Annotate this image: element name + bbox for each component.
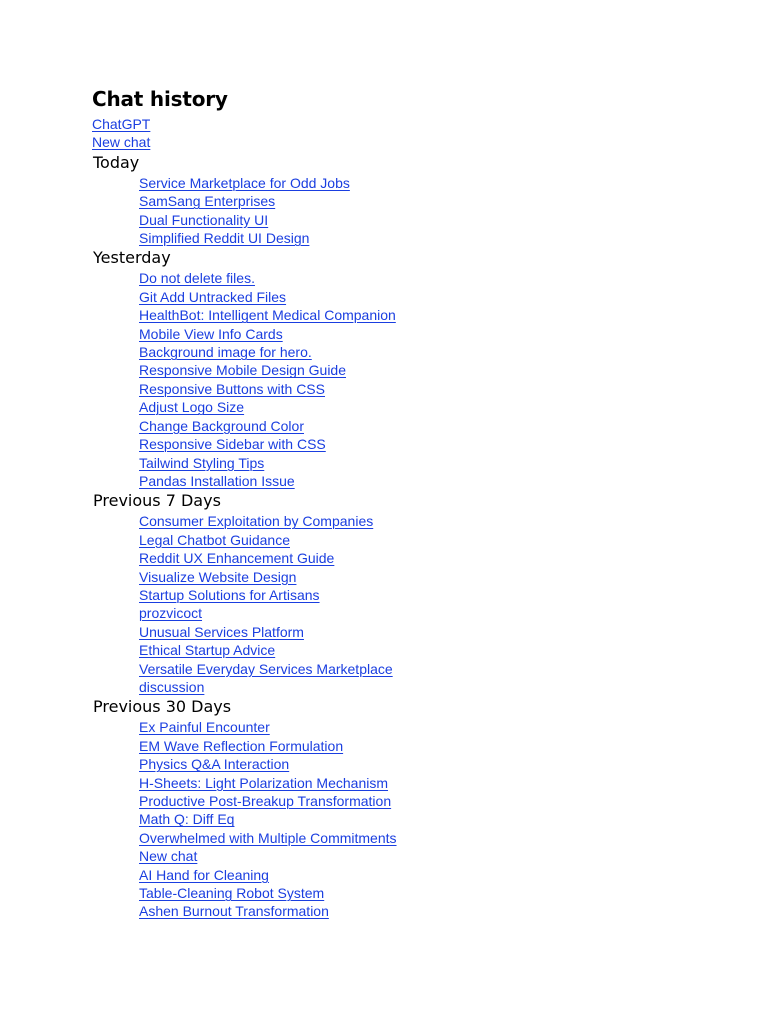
chat-list-yesterday [92, 269, 692, 490]
list-item [139, 512, 692, 530]
chat-link[interactable]: Responsive Sidebar with CSS [139, 436, 326, 453]
list-item [139, 343, 692, 361]
chat-link[interactable]: Change Background Color [139, 417, 304, 434]
list-item [139, 549, 692, 567]
chat-link[interactable]: Git Add Untracked Files [139, 288, 287, 305]
section-today [92, 153, 692, 248]
chat-link[interactable]: H-Sheets: Light Polarization Mechanism [139, 774, 389, 791]
list-item [139, 306, 692, 324]
list-item [139, 586, 692, 604]
list-item [139, 866, 692, 884]
chat-link[interactable]: Unusual Services Platform [139, 623, 304, 640]
chat-link[interactable]: Service Marketplace for Odd Jobs [139, 174, 350, 191]
section-previous-30-days [92, 697, 692, 920]
list-item [139, 847, 692, 865]
chat-link[interactable]: SamSang Enterprises [139, 193, 276, 210]
list-item [139, 361, 692, 379]
chat-link[interactable]: Physics Q&A Interaction [139, 756, 290, 773]
list-item [139, 810, 692, 828]
chat-link[interactable]: HealthBot: Intelligent Medical Companion [139, 307, 396, 324]
section-heading-today: Today [93, 152, 140, 172]
chat-link[interactable]: Background image for hero. [139, 344, 312, 361]
chat-link[interactable]: Ethical Startup Advice [139, 642, 276, 659]
list-item [139, 737, 692, 755]
chat-link[interactable]: Ashen Burnout Transformation [139, 903, 329, 920]
chat-list-previous-7-days [92, 512, 692, 696]
list-item [139, 902, 692, 920]
chatgpt-link[interactable]: ChatGPT [92, 116, 151, 132]
chat-list-today [92, 174, 692, 248]
chat-link[interactable]: Responsive Buttons with CSS [139, 380, 325, 397]
chat-link[interactable]: Versatile Everyday Services Marketplace discussion [139, 660, 393, 695]
chat-link[interactable]: Dual Functionality UI [139, 211, 269, 228]
chat-link[interactable]: Visualize Website Design [139, 568, 297, 585]
list-item [139, 718, 692, 736]
chat-link[interactable]: AI Hand for Cleaning [139, 866, 269, 883]
chat-link[interactable]: Mobile View Info Cards [139, 325, 283, 342]
list-item [139, 792, 692, 810]
chat-link[interactable]: Do not delete files. [139, 270, 255, 287]
list-item [139, 454, 692, 472]
chat-link[interactable]: prozvicoct [139, 605, 203, 622]
page-title: Chat history [92, 87, 228, 111]
list-item [139, 192, 692, 210]
chat-link[interactable]: Pandas Installation Issue [139, 472, 295, 489]
section-heading-yesterday: Yesterday [93, 248, 171, 268]
list-item [139, 380, 692, 398]
list-item [139, 829, 692, 847]
list-item [139, 435, 692, 453]
chat-link[interactable]: Adjust Logo Size [139, 399, 245, 416]
list-item [139, 884, 692, 902]
chat-link[interactable]: Consumer Exploitation by Companies [139, 513, 374, 530]
list-item [139, 229, 692, 247]
chat-link[interactable]: Startup Solutions for Artisans [139, 586, 320, 603]
section-yesterday [92, 248, 692, 490]
list-item [139, 641, 692, 659]
list-item [139, 774, 692, 792]
list-item [139, 472, 692, 490]
list-item [139, 755, 692, 773]
list-item [139, 660, 399, 697]
list-item [139, 531, 692, 549]
list-item [139, 398, 692, 416]
section-heading-previous-30-days: Previous 30 Days [93, 697, 232, 717]
section-heading-previous-7-days: Previous 7 Days [93, 491, 221, 511]
chat-link[interactable]: Tailwind Styling Tips [139, 454, 265, 471]
chat-link[interactable]: Math Q: Diff Eq [139, 811, 235, 828]
chat-link[interactable]: EM Wave Reflection Formulation [139, 737, 344, 754]
chat-link[interactable]: Legal Chatbot Guidance [139, 531, 290, 548]
section-previous-7-days [92, 491, 692, 696]
list-item [139, 568, 692, 586]
list-item [139, 269, 692, 287]
chat-history-page [92, 86, 692, 921]
chat-link[interactable]: Productive Post-Breakup Transformation [139, 793, 392, 809]
chat-link[interactable]: Reddit UX Enhancement Guide [139, 550, 335, 567]
list-item [139, 288, 692, 306]
chat-link[interactable]: Simplified Reddit UI Design [139, 230, 310, 247]
chat-link[interactable]: New chat [139, 848, 198, 865]
chat-link[interactable]: Overwhelmed with Multiple Commitments [139, 829, 397, 846]
chat-link[interactable]: Table-Cleaning Robot System [139, 885, 325, 902]
list-item [139, 174, 692, 192]
chat-list-previous-30-days [92, 718, 692, 920]
list-item [139, 211, 692, 229]
chat-link[interactable]: Responsive Mobile Design Guide [139, 362, 346, 379]
chat-link[interactable]: Ex Painful Encounter [139, 719, 270, 736]
new-chat-link[interactable]: New chat [92, 134, 151, 151]
list-item [139, 623, 692, 641]
list-item [139, 604, 692, 622]
list-item [139, 325, 692, 343]
list-item [139, 417, 692, 435]
